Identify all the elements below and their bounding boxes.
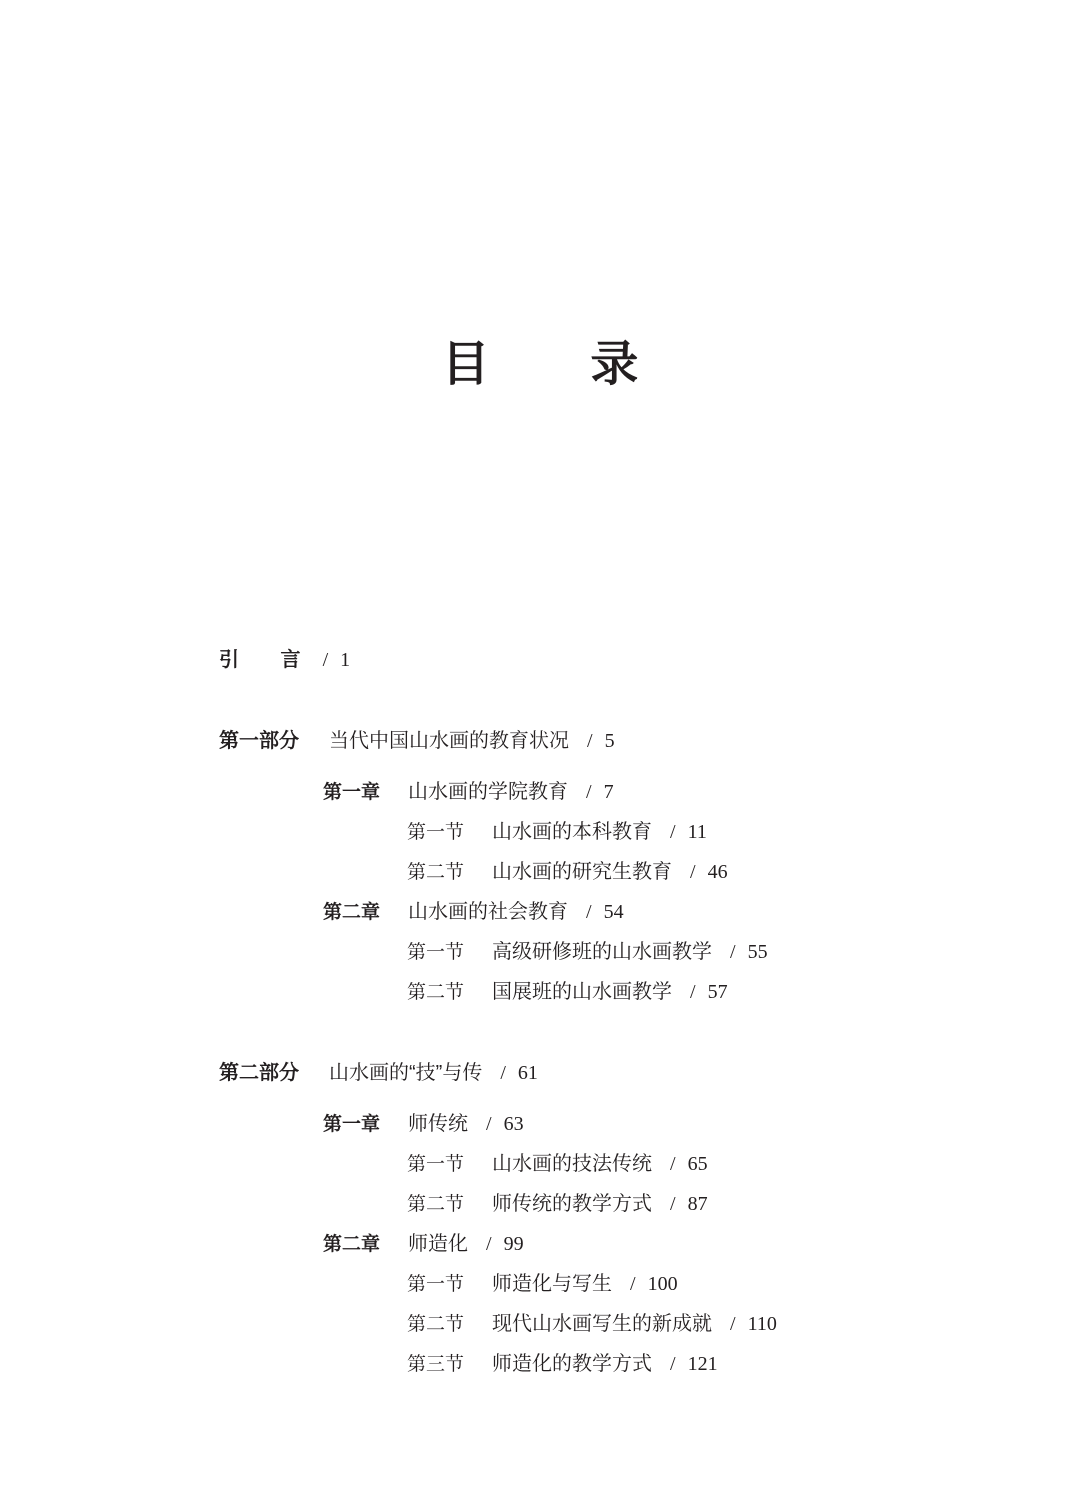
toc-section-title: 山水画的本科教育 [492, 821, 652, 843]
toc-page-number: 5 [604, 730, 615, 752]
toc-separator: / [670, 821, 676, 843]
toc-separator: / [730, 941, 736, 963]
toc-entry-section[interactable] [407, 1274, 678, 1294]
toc-entry-section[interactable] [407, 862, 728, 882]
toc-entry-chapter[interactable] [323, 902, 624, 922]
toc-page-number: 100 [647, 1273, 678, 1295]
toc-chapter-title: 山水画的社会教育 [408, 901, 568, 923]
toc-chapter-label: 第一章 [323, 1114, 381, 1135]
toc-entry-part[interactable] [219, 1063, 538, 1083]
toc-chapter-title: 山水画的学院教育 [408, 781, 568, 803]
toc-section-label: 第一节 [407, 1154, 465, 1175]
toc-entry-chapter[interactable] [323, 1114, 524, 1134]
toc-entry-section[interactable] [407, 1314, 777, 1334]
toc-separator: / [586, 901, 592, 923]
toc-section-label: 第三节 [407, 1354, 465, 1375]
toc-page-number: 1 [340, 649, 351, 671]
page-title: 目 录 [441, 336, 681, 392]
toc-section-label: 第一节 [407, 1274, 465, 1295]
toc-separator: / [630, 1273, 636, 1295]
toc-page-number: 54 [603, 901, 624, 923]
toc-entry-section[interactable] [407, 1154, 708, 1174]
toc-section-title: 师造化的教学方式 [492, 1353, 652, 1375]
toc-entry-section[interactable] [407, 942, 768, 962]
toc-separator: / [670, 1353, 676, 1375]
toc-section-title: 现代山水画写生的新成就 [492, 1313, 712, 1335]
toc-entry-intro[interactable] [219, 650, 350, 670]
toc-separator: / [500, 1062, 506, 1084]
toc-entry-section[interactable] [407, 1194, 708, 1214]
toc-separator: / [690, 861, 696, 883]
toc-section-title: 山水画的技法传统 [492, 1153, 652, 1175]
toc-page-number: 110 [747, 1313, 777, 1335]
toc-section-label: 第一节 [407, 942, 465, 963]
toc-section-title: 高级研修班的山水画教学 [492, 941, 712, 963]
toc-separator: / [586, 781, 592, 803]
toc-page-number: 99 [503, 1233, 524, 1255]
toc-page-number: 87 [687, 1193, 708, 1215]
toc-entry-chapter[interactable] [323, 1234, 524, 1254]
toc-intro-label: 引 言 [219, 649, 319, 671]
toc-page-number: 61 [517, 1062, 538, 1084]
toc-part-title: 山水画的“技”与传 [329, 1062, 483, 1084]
toc-entry-section[interactable] [407, 982, 728, 1002]
toc-page-number: 65 [687, 1153, 708, 1175]
toc-section-label: 第二节 [407, 862, 465, 883]
toc-chapter-label: 第一章 [323, 782, 381, 803]
toc-chapter-label: 第二章 [323, 902, 381, 923]
toc-chapter-title: 师传统 [408, 1113, 468, 1135]
toc-section-label: 第二节 [407, 1194, 465, 1215]
toc-entry-chapter[interactable] [323, 782, 614, 802]
toc-separator: / [690, 981, 696, 1003]
toc-chapter-label: 第二章 [323, 1234, 381, 1255]
toc-separator: / [322, 649, 329, 671]
toc-page-number: 57 [707, 981, 728, 1003]
toc-section-title: 山水画的研究生教育 [492, 861, 672, 883]
toc-section-title: 师造化与写生 [492, 1273, 612, 1295]
toc-page-number: 46 [707, 861, 728, 883]
toc-page-number: 121 [687, 1353, 718, 1375]
toc-entry-section[interactable] [407, 822, 707, 842]
toc-separator: / [670, 1153, 676, 1175]
toc-page-number: 11 [687, 821, 707, 843]
toc-section-title: 国展班的山水画教学 [492, 981, 672, 1003]
toc-separator: / [670, 1193, 676, 1215]
toc-page-number: 55 [747, 941, 768, 963]
toc-separator: / [486, 1233, 492, 1255]
toc-part-label: 第一部分 [219, 730, 299, 752]
toc-section-title: 师传统的教学方式 [492, 1193, 652, 1215]
toc-separator: / [486, 1113, 492, 1135]
toc-page-number: 63 [503, 1113, 524, 1135]
toc-section-label: 第二节 [407, 1314, 465, 1335]
toc-part-title: 当代中国山水画的教育状况 [329, 730, 569, 752]
toc-chapter-title: 师造化 [408, 1233, 468, 1255]
toc-separator: / [730, 1313, 736, 1335]
toc-section-label: 第二节 [407, 982, 465, 1003]
toc-page-number: 7 [603, 781, 614, 803]
toc-entry-section[interactable] [407, 1354, 718, 1374]
toc-section-label: 第一节 [407, 822, 465, 843]
toc-separator: / [587, 730, 593, 752]
toc-part-label: 第二部分 [219, 1062, 299, 1084]
toc-entry-part[interactable] [219, 731, 615, 751]
